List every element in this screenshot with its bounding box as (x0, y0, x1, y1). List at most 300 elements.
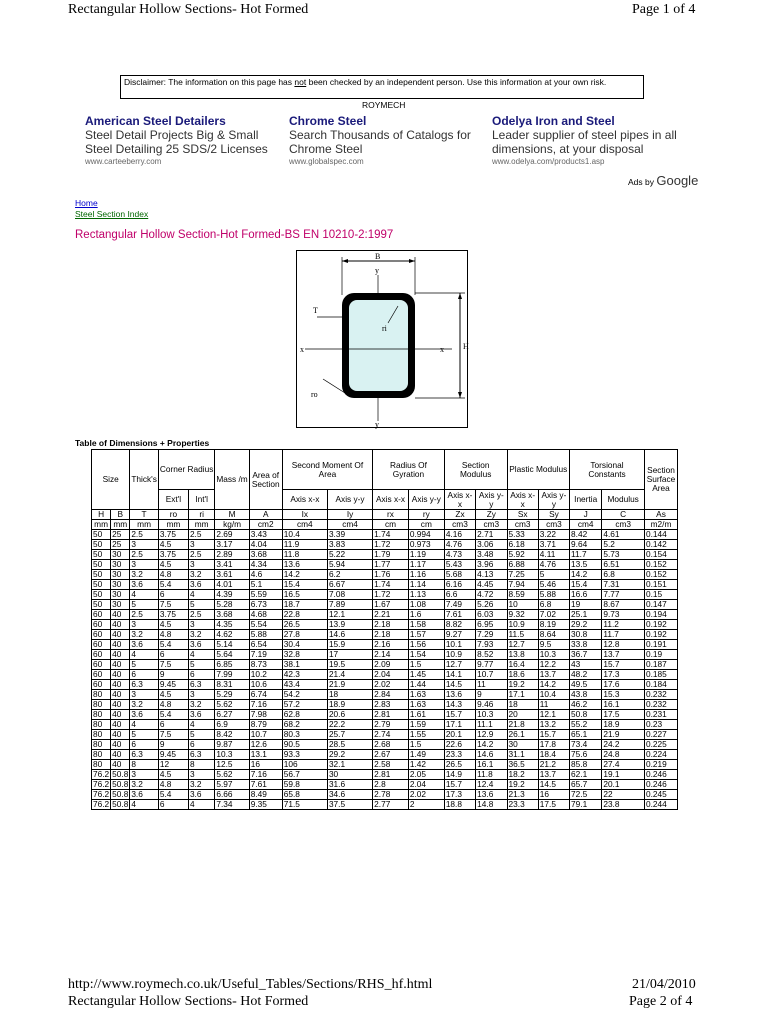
table-cell: 6.3 (130, 680, 159, 690)
col-internal: Int'l (188, 490, 214, 510)
table-cell: 14.6 (327, 630, 372, 640)
table-cell: 3 (188, 770, 214, 780)
table-cell: 9.35 (249, 800, 282, 810)
table-cell: 4.13 (476, 570, 507, 580)
table-cell: 3.96 (476, 560, 507, 570)
table-cell: 9.32 (507, 610, 538, 620)
table-cell: 7.99 (215, 670, 249, 680)
table-cell: 6.67 (327, 580, 372, 590)
table-cell: 40 (111, 660, 130, 670)
table-cell: 26.1 (507, 730, 538, 740)
table-cell: 7.5 (158, 600, 188, 610)
table-cell: 2.16 (373, 640, 409, 650)
table-cell: 25.1 (570, 610, 602, 620)
table-cell: 23.8 (602, 800, 645, 810)
table-cell: 4.8 (158, 780, 188, 790)
symbol-cell: T (130, 510, 159, 520)
table-cell: 50.8 (112, 769, 129, 779)
table-cell: 13.8 (507, 650, 538, 660)
table-cell: 3 (188, 540, 214, 550)
table-cell: 3.71 (538, 540, 569, 550)
table-cell: 80.3 (282, 730, 327, 740)
table-cell: 49.5 (570, 680, 602, 690)
table-cell: 30.8 (570, 630, 602, 640)
symbol-cell: A (249, 510, 282, 520)
table-cell: 2.04 (373, 670, 409, 680)
table-cell: 20.1 (602, 780, 645, 790)
table-cell: 0.191 (645, 640, 678, 650)
table-cell: 5.62 (215, 770, 249, 780)
table-cell: 4 (188, 800, 214, 810)
unit-cell: mm (158, 520, 188, 530)
table-cell: 12 (158, 760, 188, 770)
table-cell: 9.73 (602, 610, 645, 620)
ad-title[interactable]: American Steel Detailers (85, 114, 226, 128)
table-cell: 2.05 (408, 770, 444, 780)
table-cell: 6 (158, 720, 188, 730)
table-cell: 4.34 (249, 560, 282, 570)
table-cell: 2.18 (373, 620, 409, 630)
table-cell: 22 (602, 790, 645, 800)
table-cell: 23.3 (444, 750, 475, 760)
table-row (92, 530, 678, 540)
table-cell: 40 (111, 720, 130, 730)
table-cell: 43 (570, 660, 602, 670)
table-cell: 6 (188, 670, 214, 680)
table-cell: 1.72 (373, 590, 409, 600)
table-cell: 6.95 (476, 620, 507, 630)
table-cell: 40 (111, 670, 130, 680)
table-cell: 0.192 (645, 620, 678, 630)
ad-title[interactable]: Odelya Iron and Steel (492, 114, 615, 128)
table-cell: 13.5 (570, 560, 602, 570)
table-cell: 12.8 (602, 640, 645, 650)
symbol-cell: ry (408, 510, 444, 520)
table-cell: 3.41 (215, 560, 249, 570)
ad-2[interactable] (289, 114, 489, 166)
table-cell: 12.6 (249, 740, 282, 750)
table-cell: 7.94 (507, 580, 538, 590)
table-cell: 29.2 (327, 750, 372, 760)
table-cell: 30.4 (282, 640, 327, 650)
table-cell: 8.79 (249, 720, 282, 730)
table-cell: 5.97 (215, 780, 249, 790)
unit-cell: cm (408, 520, 444, 530)
table-cell: 2.5 (188, 610, 214, 620)
table-cell: 11.2 (602, 620, 645, 630)
table-cell: 93.3 (282, 750, 327, 760)
table-cell: 27.4 (602, 760, 645, 770)
print-header-title: Rectangular Hollow Sections- Hot Formed (68, 2, 309, 17)
label-b: B (375, 252, 381, 261)
table-cell: 0.192 (645, 630, 678, 640)
table-cell: 50.8 (112, 789, 129, 799)
table-caption: Table of Dimensions + Properties (75, 438, 210, 448)
table-cell: 12.2 (538, 660, 569, 670)
table-cell: 30 (111, 600, 130, 610)
table-cell: 14.5 (538, 780, 569, 790)
table-cell: 7.93 (476, 640, 507, 650)
table-cell: 76.2 (93, 789, 110, 799)
table-cell: 3 (188, 560, 214, 570)
table-cell: 3.6 (188, 580, 214, 590)
table-cell: 0.232 (645, 700, 678, 710)
table-cell: 10.9 (507, 620, 538, 630)
table-cell: 9.87 (215, 740, 249, 750)
table-cell: 5.92 (507, 550, 538, 560)
table-cell: 12.7 (507, 640, 538, 650)
table-cell: 10.7 (249, 730, 282, 740)
table-cell: 6.03 (476, 610, 507, 620)
table-cell: 21.9 (327, 680, 372, 690)
table-row (92, 570, 678, 580)
table-cell: 17.1 (444, 720, 475, 730)
table-cell: 1.14 (408, 580, 444, 590)
unit-cell: mm (92, 520, 111, 530)
table-cell: 3.6 (130, 790, 159, 800)
table-cell: 1.72 (373, 540, 409, 550)
table-cell: 17.3 (444, 790, 475, 800)
table-cell: 2.69 (215, 530, 249, 540)
table-row (92, 780, 678, 790)
col-sy-axis: Axis y-y (538, 490, 569, 510)
table-cell: 15.3 (602, 690, 645, 700)
table-cell: 2.71 (476, 530, 507, 540)
table-cell: 62.1 (570, 770, 602, 780)
table-cell: 4 (130, 800, 159, 810)
table-cell: 17.5 (538, 800, 569, 810)
table-cell: 1.42 (408, 760, 444, 770)
table-cell: 4.5 (158, 620, 188, 630)
table-cell: 16.6 (570, 590, 602, 600)
unit-cell: cm3 (507, 520, 538, 530)
home-link[interactable]: Home (75, 198, 98, 208)
table-cell: 0.144 (645, 530, 678, 540)
table-cell: 7.5 (158, 730, 188, 740)
table-cell: 7.98 (249, 710, 282, 720)
symbol-cell: Zy (476, 510, 507, 520)
table-cell: 4 (130, 720, 159, 730)
table-cell: 12.1 (538, 710, 569, 720)
table-cell: 5.68 (444, 570, 475, 580)
table-row (92, 670, 678, 680)
table-cell: 10.1 (444, 640, 475, 650)
table-cell: 28.5 (327, 740, 372, 750)
table-row (92, 690, 678, 700)
table-cell: 21.2 (538, 760, 569, 770)
table-cell: 2.78 (373, 790, 409, 800)
table-cell: 8.59 (507, 590, 538, 600)
table-cell: 11.1 (476, 720, 507, 730)
table-cell: 3.2 (188, 780, 214, 790)
table-cell: 18.2 (507, 770, 538, 780)
table-cell: 0.152 (645, 570, 678, 580)
table-cell: 17.5 (602, 710, 645, 720)
table-cell: 2.83 (373, 700, 409, 710)
unit-cell: mm (111, 520, 130, 530)
table-cell: 40 (111, 640, 130, 650)
table-row (92, 800, 678, 810)
table-cell: 3.75 (158, 610, 188, 620)
table-cell: 0.224 (645, 750, 678, 760)
table-cell: 1.45 (408, 670, 444, 680)
table-cell: 1.57 (408, 630, 444, 640)
table-cell: 0.19 (645, 650, 678, 660)
unit-cell: cm3 (476, 520, 507, 530)
table-cell: 2.18 (373, 630, 409, 640)
table-cell: 5.2 (602, 540, 645, 550)
table-row (92, 580, 678, 590)
ads-by-label: Ads by (628, 177, 654, 187)
ad-url[interactable]: www.carteeberry.com (85, 157, 162, 166)
table-cell: 5.28 (215, 600, 249, 610)
table-cell: 6.27 (215, 710, 249, 720)
table-cell: 60 (92, 610, 111, 620)
table-cell: 7.77 (602, 590, 645, 600)
table-cell: 7.08 (327, 590, 372, 600)
table-cell: 2.21 (373, 610, 409, 620)
table-cell: 5.26 (476, 600, 507, 610)
table-cell: 1.6 (408, 610, 444, 620)
table-cell: 7.5 (158, 660, 188, 670)
table-cell: 4.8 (158, 700, 188, 710)
table-cell: 5.88 (538, 590, 569, 600)
table-cell: 5 (188, 730, 214, 740)
table-cell: 6.6 (444, 590, 475, 600)
table-cell: 5 (130, 660, 159, 670)
table-cell: 30 (111, 570, 130, 580)
table-cell: 12.5 (215, 760, 249, 770)
unit-cell: kg/m (215, 520, 249, 530)
dim-h-arrow-bottom (458, 392, 462, 398)
table-row (92, 720, 678, 730)
ad-url[interactable]: www.odelya.com/products1.asp (492, 157, 605, 166)
disclaimer-post: been checked by an independent person. Use this information at your own risk. (306, 77, 607, 87)
table-cell: 3.6 (188, 710, 214, 720)
table-cell: 4.68 (249, 610, 282, 620)
ad-url[interactable]: www.globalspec.com (289, 157, 364, 166)
table-cell: 50.8 (112, 799, 129, 809)
ad-title[interactable]: Chrome Steel (289, 114, 367, 128)
table-cell: 19 (570, 600, 602, 610)
ads-by-google[interactable] (628, 173, 698, 188)
table-row (92, 700, 678, 710)
table-cell: 6 (158, 590, 188, 600)
table-cell: 2.8 (373, 780, 409, 790)
symbol-cell: H (92, 510, 111, 520)
table-cell: 8 (130, 760, 159, 770)
table-cell: 22.8 (282, 610, 327, 620)
table-cell: 9.5 (538, 640, 569, 650)
unit-cell: mm (188, 520, 214, 530)
rhs-diagram (297, 251, 467, 427)
table-cell: 14.8 (476, 800, 507, 810)
table-cell: 25 (111, 540, 130, 550)
table-cell: 68.2 (282, 720, 327, 730)
table-cell: 6.85 (215, 660, 249, 670)
table-cell: 17 (327, 650, 372, 660)
table-cell: 5.4 (158, 790, 188, 800)
table-cell: 60 (92, 680, 111, 690)
table-row (92, 620, 678, 630)
table-cell: 57.2 (282, 700, 327, 710)
table-cell: 5.33 (507, 530, 538, 540)
table-cell: 40 (111, 730, 130, 740)
table-cell: 4 (130, 590, 159, 600)
steel-section-index-link[interactable]: Steel Section Index (75, 209, 149, 219)
table-cell: 80 (92, 710, 111, 720)
ad-1[interactable] (85, 114, 285, 166)
table-row (92, 750, 678, 760)
table-cell: 4.76 (444, 540, 475, 550)
table-cell: 16.1 (602, 700, 645, 710)
table-cell: 3.6 (188, 640, 214, 650)
col-torsional: Torsional Constants (570, 450, 645, 490)
table-cell: 50 (92, 550, 111, 560)
table-cell: 0.23 (645, 720, 678, 730)
table-cell: 7.29 (476, 630, 507, 640)
table-cell: 30 (111, 550, 130, 560)
table-cell: 18.8 (444, 800, 475, 810)
table-cell: 9.77 (476, 660, 507, 670)
table-row (92, 590, 678, 600)
table-cell: 4 (130, 650, 159, 660)
table-cell: 14.9 (444, 770, 475, 780)
table-cell: 8.19 (538, 620, 569, 630)
table-cell: 5 (130, 600, 159, 610)
table-cell: 4.01 (215, 580, 249, 590)
footer-date: 21/04/2010 (632, 977, 696, 992)
table-cell: 40 (111, 630, 130, 640)
symbol-cell: J (570, 510, 602, 520)
table-row (92, 540, 678, 550)
unit-cell: cm3 (538, 520, 569, 530)
table-cell: 13.9 (327, 620, 372, 630)
table-cell: 0.15 (645, 590, 678, 600)
table-cell: 30 (111, 560, 130, 570)
table-cell: 2.04 (408, 780, 444, 790)
table-cell: 0.194 (645, 610, 678, 620)
unit-cell: cm4 (282, 520, 327, 530)
symbol-cell: C (602, 510, 645, 520)
col-second-moment: Second Moment Of Area (282, 450, 372, 490)
google-logo: Google (656, 173, 699, 188)
table-cell: 75.6 (570, 750, 602, 760)
table-cell: 34.6 (327, 790, 372, 800)
table-cell: 5.22 (327, 550, 372, 560)
table-cell: 1.79 (373, 550, 409, 560)
table-cell: 27.8 (282, 630, 327, 640)
table-cell: 2.02 (408, 790, 444, 800)
table-row (92, 560, 678, 570)
table-cell: 79.1 (570, 800, 602, 810)
table-cell: 11.8 (476, 770, 507, 780)
table-cell: 6.3 (188, 680, 214, 690)
table-cell: 0.244 (645, 800, 678, 810)
table-cell: 7.61 (249, 780, 282, 790)
table-cell: 4.76 (538, 560, 569, 570)
table-cell: 14.2 (476, 740, 507, 750)
symbol-cell: M (215, 510, 249, 520)
table-cell: 10.3 (215, 750, 249, 760)
table-cell: 10.6 (249, 680, 282, 690)
table-cell: 0.187 (645, 660, 678, 670)
table-cell: 3.75 (158, 530, 188, 540)
table-cell: 4.61 (602, 530, 645, 540)
table-cell: 32.8 (282, 650, 327, 660)
table-cell: 3.6 (188, 790, 214, 800)
table-cell: 9 (476, 690, 507, 700)
table-cell: 0.246 (645, 780, 678, 790)
symbol-cell: ri (188, 510, 214, 520)
table-cell: 3.75 (158, 550, 188, 560)
table-cell: 18 (507, 700, 538, 710)
label-x-left: x (300, 345, 304, 354)
table-cell: 3 (188, 620, 214, 630)
table-cell: 13.7 (602, 650, 645, 660)
table-cell: 9.45 (158, 750, 188, 760)
col-ix-axis: Axis x-x (282, 490, 327, 510)
table-cell: 1.13 (408, 590, 444, 600)
table-cell: 9.27 (444, 630, 475, 640)
table-cell: 4.72 (476, 590, 507, 600)
table-cell: 16.1 (476, 760, 507, 770)
table-cell: 40 (111, 700, 130, 710)
label-ro: ro (311, 390, 318, 399)
table-cell: 15.9 (327, 640, 372, 650)
table-cell: 0.184 (645, 680, 678, 690)
label-x-right: x (440, 345, 444, 354)
table-cell: 18.9 (327, 700, 372, 710)
table-cell: 4 (188, 650, 214, 660)
col-sx-axis: Axis x-x (507, 490, 538, 510)
table-cell: 31.1 (507, 750, 538, 760)
table-cell: 24.8 (602, 750, 645, 760)
table-cell: 36.7 (570, 650, 602, 660)
table-cell: 1.74 (373, 580, 409, 590)
table-cell: 0.994 (408, 530, 444, 540)
table-cell: 13.7 (538, 770, 569, 780)
table-cell: 5.4 (158, 640, 188, 650)
table-cell: 6 (130, 670, 159, 680)
disclaimer-box (120, 75, 644, 99)
table-cell: 46.2 (570, 700, 602, 710)
table-row (92, 730, 678, 740)
table-cell: 6 (158, 650, 188, 660)
table-cell: 19.2 (507, 680, 538, 690)
unit-cell: cm (373, 520, 409, 530)
table-cell: 6.74 (249, 690, 282, 700)
table-cell: 65.7 (570, 780, 602, 790)
col-external: Ext'l (158, 490, 188, 510)
col-ry-axis: Axis y-y (408, 490, 444, 510)
table-cell: 17.6 (602, 680, 645, 690)
table-cell: 20.1 (444, 730, 475, 740)
table-cell: 8.31 (215, 680, 249, 690)
table-cell: 17.8 (538, 740, 569, 750)
table-cell: 15.4 (282, 580, 327, 590)
ad-3[interactable] (492, 114, 687, 166)
table-cell: 37.5 (327, 800, 372, 810)
table-cell: 8.49 (249, 790, 282, 800)
table-cell: 22.2 (327, 720, 372, 730)
table-cell: 9.45 (158, 680, 188, 690)
table-cell: 6.16 (444, 580, 475, 590)
table-cell: 60 (92, 630, 111, 640)
table-cell: 50 (92, 590, 111, 600)
table-cell: 3.61 (215, 570, 249, 580)
table-cell: 4.6 (249, 570, 282, 580)
